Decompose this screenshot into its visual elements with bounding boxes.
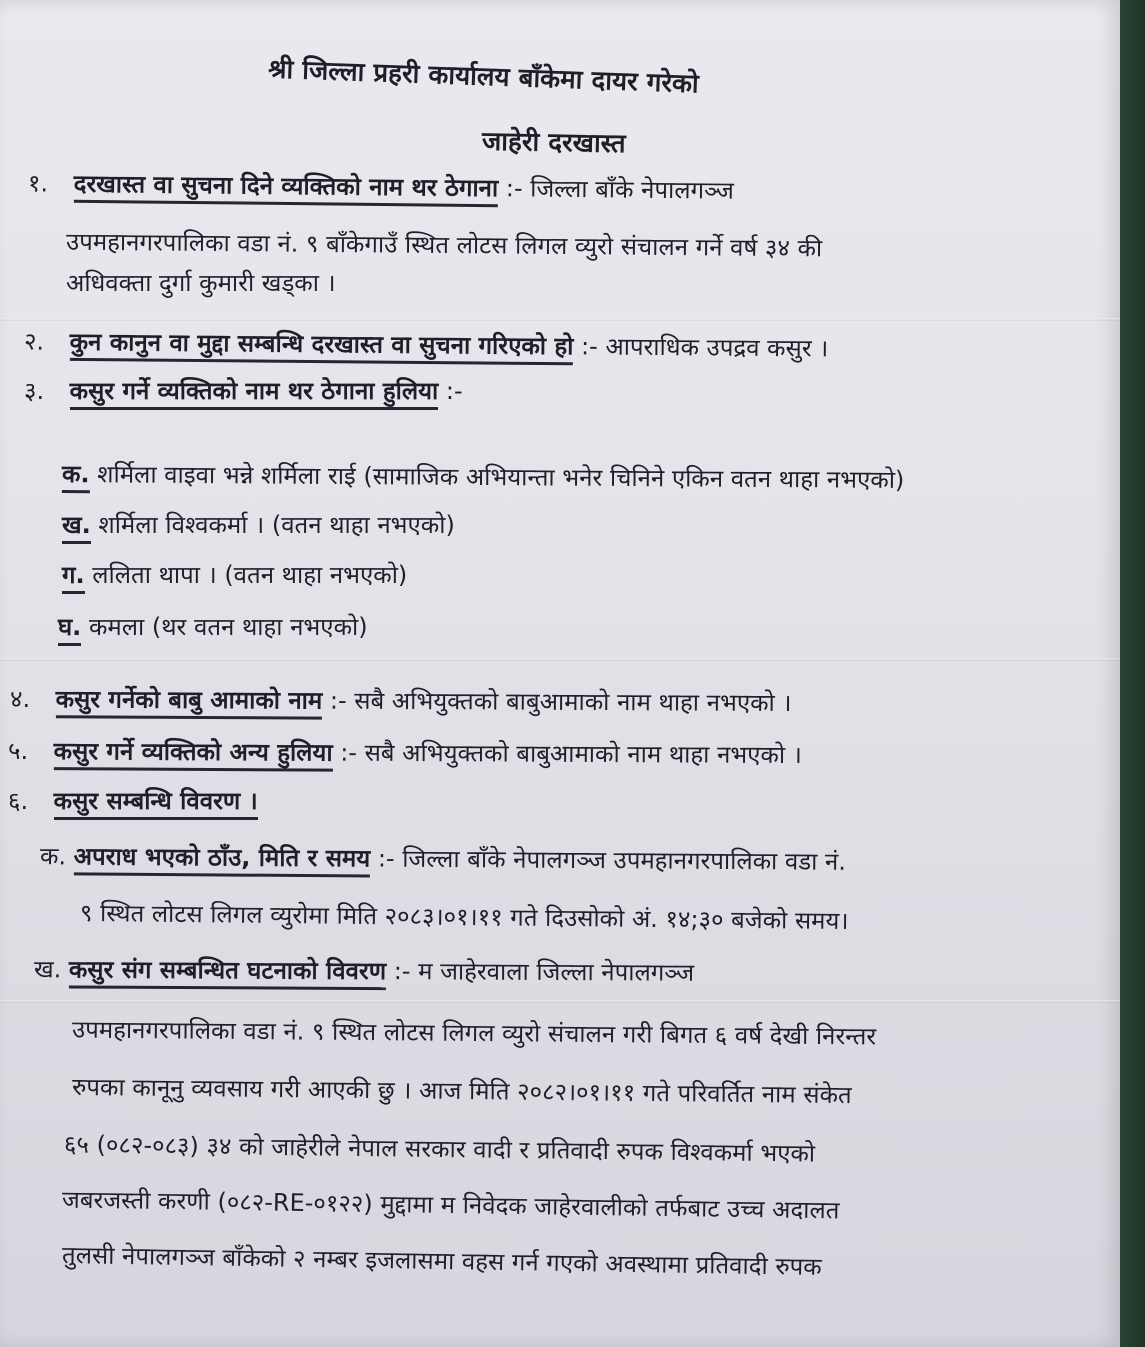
section-label: कसुर गर्ने व्यक्तिको नाम थर ठेगाना हुलिया <box>70 377 439 410</box>
paper-fold <box>0 1000 1120 1003</box>
section-5 <box>8 736 802 770</box>
section-1 <box>28 168 734 205</box>
section-number: ३. <box>24 377 45 405</box>
accused-item <box>58 612 368 642</box>
item-text: ललिता थापा । (वतन थाहा नभएको) <box>92 561 408 589</box>
item-label: कसुर संग सम्बन्धित घटनाको विवरण <box>69 955 386 990</box>
section-number: ४. <box>9 684 31 714</box>
section-label: कसुर गर्ने व्यक्तिको अन्य हुलिया <box>54 737 333 771</box>
paper-fold <box>0 658 1120 661</box>
paper-fold <box>0 318 1120 321</box>
section-text: :- आपराधिक उपद्रव कसुर । <box>580 332 829 363</box>
document-header: श्री जिल्ला प्रहरी कार्यालय बाँकेमा दायर गरेको <box>267 54 700 100</box>
section-6b-line-5: जबरजस्ती करणी (०८२-RE-०१२२) मुद्दामा म निवेदक जाहेरवालीको तर्फबाट उच्च अदालत <box>61 1185 840 1225</box>
section-6 <box>8 786 258 816</box>
document-title: जाहेरी दरखास्त <box>481 126 626 160</box>
item-text: :- म जाहेरवाला जिल्ला नेपालगञ्ज <box>393 957 695 987</box>
section-6b-line-6: तुलसी नेपालगञ्ज बाँकेको २ नम्बर इजलासमा वहस गर्न गएको अवस्थामा प्रतिवादी रुपक <box>61 1241 822 1281</box>
section-text: :- जिल्ला बाँके नेपालगञ्ज <box>505 174 735 205</box>
item-text: शर्मिला वाइवा भन्ने शर्मिला राई (सामाजिक अभियान्ता भनेर चिनिने एकिन वतन थाहा नभएको) <box>97 460 905 494</box>
section-6b-line-3: रुपका कानूनु व्यवसाय गरी आएकी छु । आज मिति २०८२।०१।११ गते परिवर्तित नाम संकेत <box>71 1072 852 1110</box>
section-text: :- <box>445 377 463 405</box>
section-4 <box>10 684 792 718</box>
section-1-line-3: अधिवक्ता दुर्गा कुमारी खड्का । <box>66 269 336 297</box>
item-text: शर्मिला विश्वकर्मा । (वतन थाहा नभएको) <box>98 511 455 539</box>
section-6b <box>34 954 694 987</box>
item-mark: क. <box>62 460 90 493</box>
section-label: कुन कानुन वा मुद्दा सम्बन्धि दरखास्त वा सुचना गरिएको हो <box>69 328 573 365</box>
item-text: कमला (थर वतन थाहा नभएको) <box>88 613 368 641</box>
accused-item <box>62 510 455 540</box>
section-number: १. <box>27 169 49 198</box>
item-mark: ग. <box>62 561 85 594</box>
section-number: ६. <box>8 787 29 815</box>
item-mark: क. <box>39 842 67 871</box>
accused-item <box>62 459 905 495</box>
item-mark: घ. <box>58 613 81 646</box>
section-label: कसुर सम्बन्धि विवरण । <box>54 787 258 820</box>
section-label: कसुर गर्नेको बाबु आमाको नाम <box>56 685 323 719</box>
item-label: अपराध भएको ठाँउ, मिति र समय <box>74 842 371 877</box>
section-2 <box>24 326 829 363</box>
section-6b-line-2: उपमहानगरपालिका वडा नं. ९ स्थित लोटस लिगल व्युरो संचालन गरी बिगत ६ वर्ष देखी निरन्तर <box>71 1015 877 1051</box>
section-text: :- सबै अभियुक्तको बाबुआमाको नाम थाहा नभएको । <box>329 686 792 718</box>
section-1-line-2: उपमहानगरपालिका वडा नं. ९ बाँकेगाउँ स्थित लोटस लिगल व्युरो संचालन गर्ने वर्ष ३४ की <box>65 227 823 263</box>
section-number: २. <box>23 327 45 356</box>
section-6a-line-2: ९ स्थित लोटस लिगल व्युरोमा मिति २०८३।०१।११ गते दिउसोको अं. १४;३० बजेको समय। <box>79 898 849 936</box>
item-mark: ख. <box>33 955 62 984</box>
section-3 <box>24 376 463 406</box>
item-text: :- जिल्ला बाँके नेपालगञ्ज उपमहानगरपालिका वडा नं. <box>377 844 847 876</box>
section-number: ५. <box>7 736 29 766</box>
section-6a <box>40 841 846 877</box>
section-text: :- सबै अभियुक्तको बाबुआमाको नाम थाहा नभएको । <box>340 738 802 770</box>
section-6b-line-4: ६५ (०८२-०८३) ३४ को जाहेरीले नेपाल सरकार वादी र प्रतिवादी रुपक विश्वकर्मा भएको <box>63 1130 816 1168</box>
accused-item <box>62 560 407 590</box>
item-mark: ख. <box>62 511 91 544</box>
section-label: दरखास्त वा सुचना दिने व्यक्तिको नाम थर ठेगाना <box>73 170 498 207</box>
